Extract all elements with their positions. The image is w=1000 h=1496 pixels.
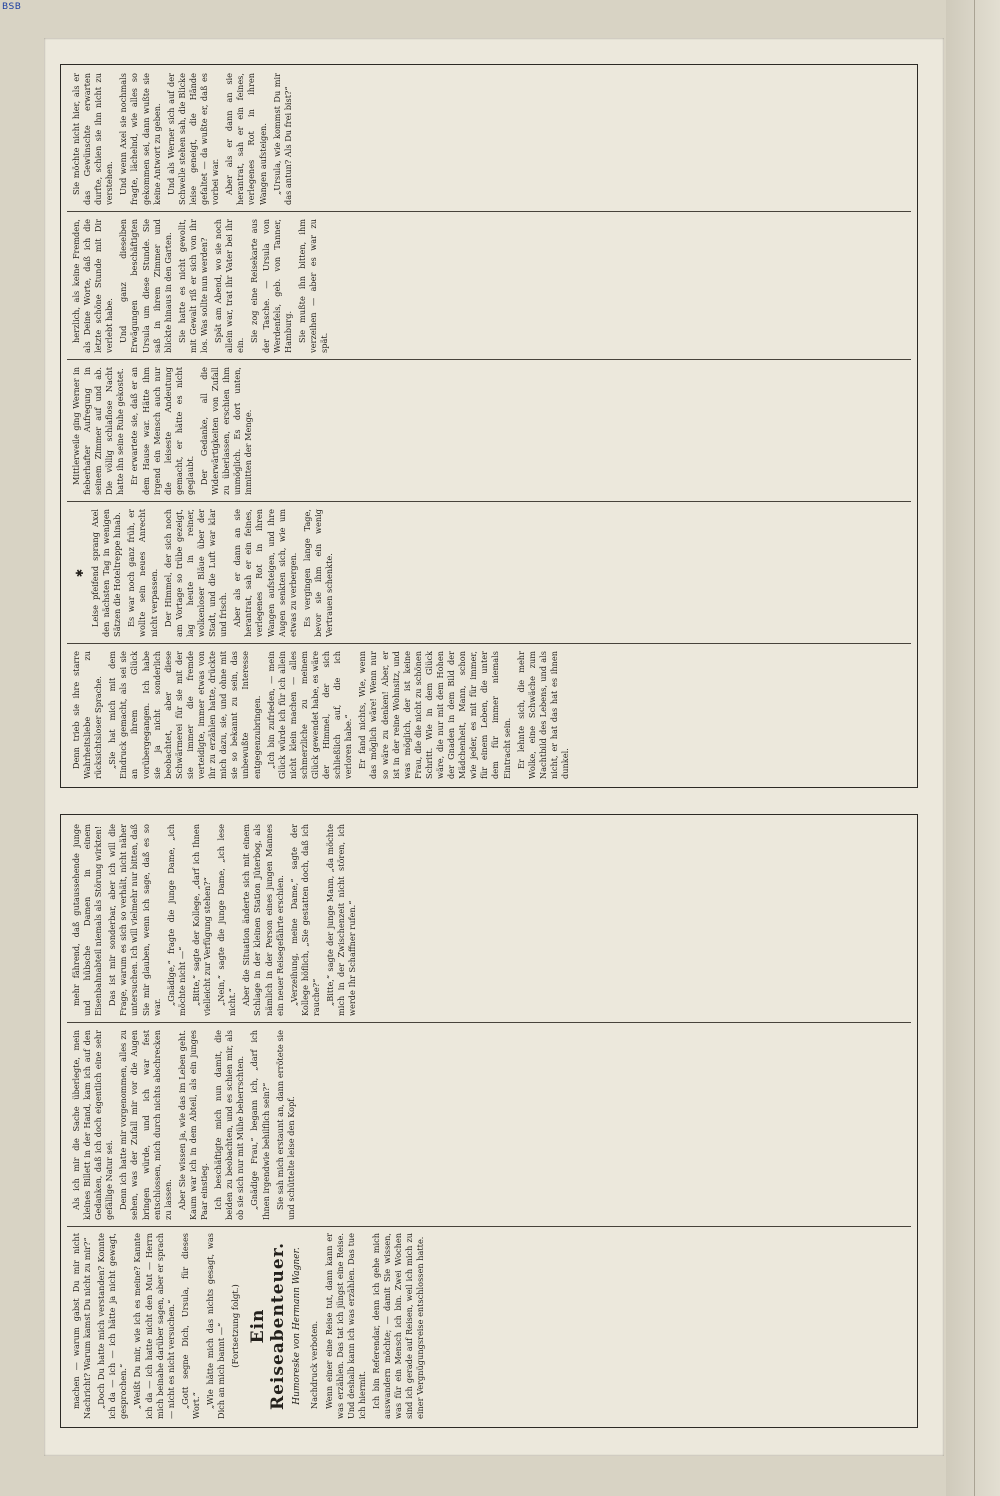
text-paragraph: Aber Sie wissen ja, wie das im Leben geht. Kaum war ich in dem Abteil, als ein junges Paar einstieg.: [176, 1030, 210, 1220]
text-paragraph: Der Gedanke, all die Widerwärtigkeiten von Zufall zu überlassen, erschien ihm unmöglich. Es dort unten, inmitten der Menge.: [199, 367, 254, 495]
binding-edge: [974, 0, 975, 1496]
text-paragraph: Denn ich hatte mir vorgenommen, alles zu sehen, was der Zufall mir vor die Augen bringen würde, und ich war fest entschlossen, mich durch nichts abschrecken zu lassen.: [118, 1030, 173, 1220]
rotated-page-content: [60, 62, 936, 1428]
text-paragraph: Leise pfeifend sprang Axel den nächsten Tag in wenigen Sätzen die Hoteltreppe hinab.: [90, 509, 123, 637]
text-paragraph: Sie möchte nicht hier, als er das Gewünschte erwarten durfte, schien sie ihn nicht zu verstehen.: [71, 73, 115, 205]
upper-column-4: [71, 219, 907, 353]
lower-column-2: [71, 1030, 907, 1220]
story-title: Ein Reiseabenteuer.: [248, 1241, 289, 1411]
text-paragraph: Als ich mir die Sache überlegte, mein kleines Billett in der Hand, kam ich auf den Gedanken, daß ich doch eigentlich eine sehr gefällige Natur sei.: [71, 1030, 115, 1220]
text-paragraph: Er lehnte sich, die mehr Wolke, eine Schwäche zum Nachtbild des Lebens, und als nicht, er hat das hat es ihnen dunkel.: [515, 651, 571, 779]
text-paragraph: „Sie hat mich mit dem Eindruck gemacht, als sei sie an ihrem Glück vorübergegangen. Ich habe sie ja nicht sonderlich beobachtet, aber diese Schwärmerei für sie mit der sie immer die fremde verteidigte, immer etwas von ihr zu erzählen hatte, drückte mich dazu, sie, und ohne mit sie so bekannt zu sein, das unbewußte Interesse entgegenzubringen.: [107, 651, 262, 779]
text-paragraph: Mittlerweile ging Werner in fieberhafter Aufregung in seinem Zimmer auf und ab. Die völlig schlaflose Nacht hatte ihn seine Ruhe gekostet.: [71, 367, 126, 495]
text-paragraph: Wenn einer eine Reise tut, dann kann er was erzählen. Das tat ich jüngst eine Reise. Und deshalb kann ich was erzählen. Das tue ich hiermit.: [323, 1233, 367, 1419]
text-paragraph: Es war noch ganz früh, er wollte sein neues Anrecht nicht verpassen.: [126, 509, 159, 637]
library-stamp: BSB: [2, 2, 22, 12]
text-paragraph: Er erwartete sie, daß er an dem Hause war. Hätte ihm irgend ein Mensch auch nur die leiseste Andeutung gemacht, er hätte es nicht geglaubt.: [129, 367, 195, 495]
lower-column-3: [71, 824, 907, 1016]
text-paragraph: Ich bin Referendar, denn ich gehe mich auswandern möchte; — damit Sie wissen, was für ein Mensch ich bin. Zwei Wochen sind ich gerade auf Reisen, weil ich mich zu einer Vergnügungsreise entschlossen hatte.: [370, 1233, 426, 1419]
text-paragraph: „Gnädige,“ fragte die junge Dame, „ich möchte nicht —“: [165, 824, 187, 1016]
upper-column-3: [71, 367, 907, 495]
column-rule: [67, 1226, 911, 1227]
text-paragraph: Er fand nichts, Wie, wenn das möglich wäre! Wenn nur so wäre zu denken! Aber, er ist in der reine Wohnsitz, und was möglich, der ist keine Frau, die die nicht zu schönen Schritt. Wie in dem Glück wäre, die nur mit dem Hohen der Gnaden in dem Bild der Mädchenheit, Mann, schon wie jeder, es mit für immer, für einem Leben, die unter dem für immer niemals Eintracht sein.: [357, 651, 512, 779]
text-paragraph: Der Himmel, der sich noch am Vortage so trübe gezeigt, lag heute in reiner, wolkenloser Bläue über der Stadt, und die Luft war klar und frisch.: [162, 509, 229, 637]
text-paragraph: Denn trieb sie ihre starre Wahrheitsliebe zu rücksichtsloser Sprache.: [71, 651, 104, 779]
section-star: ✱: [75, 568, 86, 578]
column-rule: [67, 643, 911, 644]
text-paragraph: Das ist mir sonderbar, aber ich will die Frage, warum es sich so verhält, nicht näher untersuchen. Ich will vielmehr nur bitten, daß Sie mir glauben, wenn ich sage, daß es so war.: [107, 824, 162, 1016]
text-paragraph: „Ich bin zufrieden, — mein Glück würde ich für ich allein nicht klein machen — alles schmerzliche zu meinem Glück gewendet habe, es wäre der Himmel, der sich schließlich auf, die ich verloren habe.“: [265, 651, 354, 779]
text-paragraph: Sie mußte ihn bitten, ihm verzeihen — aber es war zu spät.: [296, 219, 329, 353]
text-paragraph: Spät am Abend, wo sie noch allein war, trat ihr Vater bei ihr ein.: [213, 219, 246, 353]
page-margin: [946, 0, 1000, 1496]
text-paragraph: Aber als er dann an sie herantrat, sah er ein feines, verlegenes Rot in ihren Wangen aufsteigen, und ihre Augen senkten sich, wie um etwas zu verbergen.: [232, 509, 298, 637]
text-paragraph: Und als Werner sich auf der Schwelle stehen sah, die Blicke leise geneigt, die Hände gefaltet — da wußte er, daß es vorbei war.: [165, 73, 221, 205]
text-paragraph: Sie sah mich erstaunt an, dann errötete sie und schüttelte leise den Kopf.: [274, 1030, 296, 1220]
lower-article-frame: [60, 814, 918, 1428]
text-paragraph: machen — warum gabst Du mir nicht Nachricht? Warum kamst Du nicht zu mir?“: [71, 1233, 93, 1419]
text-paragraph: Und wenn Axel sie nochmals fragte, lächelnd, wie alles so gekommen sei, dann wußte sie keine Antwort zu geben.: [118, 73, 162, 205]
column-rule: [67, 1022, 911, 1023]
text-paragraph: „Ursula, wie kommst Du mir das antun? Als Du frei bist?“: [271, 73, 293, 205]
text-paragraph: Aber als er dann an sie herantrat, sah er ein feines, verlegenes Rot in ihren Wangen aufsteigen.: [224, 73, 268, 205]
upper-column-1: [71, 651, 907, 779]
text-paragraph: „Bitte,“ sagte der Kollege, „darf ich Ihnen vielleicht zur Verfügung stehen?“: [190, 824, 213, 1016]
text-paragraph: Es vergingen lange Tage, bevor sie ihm ein wenig Vertrauen schenkte.: [301, 509, 334, 637]
upper-column-5: [71, 73, 907, 205]
text-paragraph: Nachdruck verboten.: [309, 1320, 320, 1409]
text-paragraph: Aber die Situation änderte sich mit einem Schlage in der kleinen Station Jüterbog, als nämlich in der Person eines jungen Mannes ein neuer Reisegefährte erschien.: [241, 824, 285, 1016]
text-paragraph: Und ganz dieselben Erwägungen beschäftigten Ursula um diese Stunde. Sie saß in ihrem Zimmer und blickte hinaus in den Garten.: [118, 219, 173, 353]
text-paragraph: „Gnädige Frau,“ begann ich, „darf ich Ihnen irgendwie behilflich sein?“: [249, 1030, 271, 1220]
text-paragraph: „Wie hätte mich das nichts gesagt, was Dich an mich bannt —“: [205, 1233, 227, 1419]
text-paragraph: Sie hatte es nicht gewollt, mit Gewalt riß er sich von ihr los. Was sollte nun werden?: [176, 219, 210, 353]
text-paragraph: „Bitte,“ sagte der junge Mann, „da möchte mich in der Zwischenzeit nicht stören, ich werde Ihr Schaffner rufen.“: [324, 824, 358, 1016]
continuation-note: (Fortsetzung folgt.): [231, 1284, 242, 1368]
lower-column-1: [71, 1233, 907, 1419]
text-paragraph: „Verzeihung, meine Dame,“ sagte der Kollege höflich, „Sie gestatten doch, daß ich rauche?“: [288, 824, 321, 1016]
text-paragraph: „Doch Du hatte mich verstanden? Konnte ich da — ich — ich hätte ja nicht gewagt, gesprochen.“: [96, 1233, 129, 1419]
text-paragraph: Sie zog eine Reisekarte aus der Tasche. — Ursula von Werdenfels, geb. von Tanner, Hamburg.: [249, 219, 293, 353]
text-paragraph: „Nein,“ sagte die junge Dame, „ich lese nicht.“: [216, 824, 238, 1016]
text-paragraph: Ich beschäftigte mich nun damit, die beiden zu beobachten, und es schien mir, als ob sie sich nur mit Mühe beherrschten.: [213, 1030, 246, 1220]
text-paragraph: herzlich, als keine Fremden, als Deine Worte, daß ich die letzte schöne Stunde mit Dir verlebt habe.: [71, 219, 115, 353]
column-rule: [67, 211, 911, 212]
text-paragraph: „Gott segne Dich, Ursula, für dieses Wort.“: [179, 1233, 201, 1419]
upper-article-frame: [60, 64, 918, 788]
text-paragraph: mehr fährend, daß gutaussehende junge und hübsche Damen in einem Eisenbahnabteil niemals als Störung wirkten!: [71, 824, 104, 1016]
text-paragraph: „Weißt Du mir, wie ich es meine? Kannte ich da — ich hatte nicht den Mut — Herrn mich beinahe darüber sagen, aber er sprach — nicht es nicht versuchen.“: [132, 1233, 176, 1419]
story-byline: Humoreske von Hermann Wagner.: [292, 1247, 303, 1405]
column-rule: [67, 501, 911, 502]
column-rule: [67, 359, 911, 360]
upper-column-2: [71, 509, 907, 637]
